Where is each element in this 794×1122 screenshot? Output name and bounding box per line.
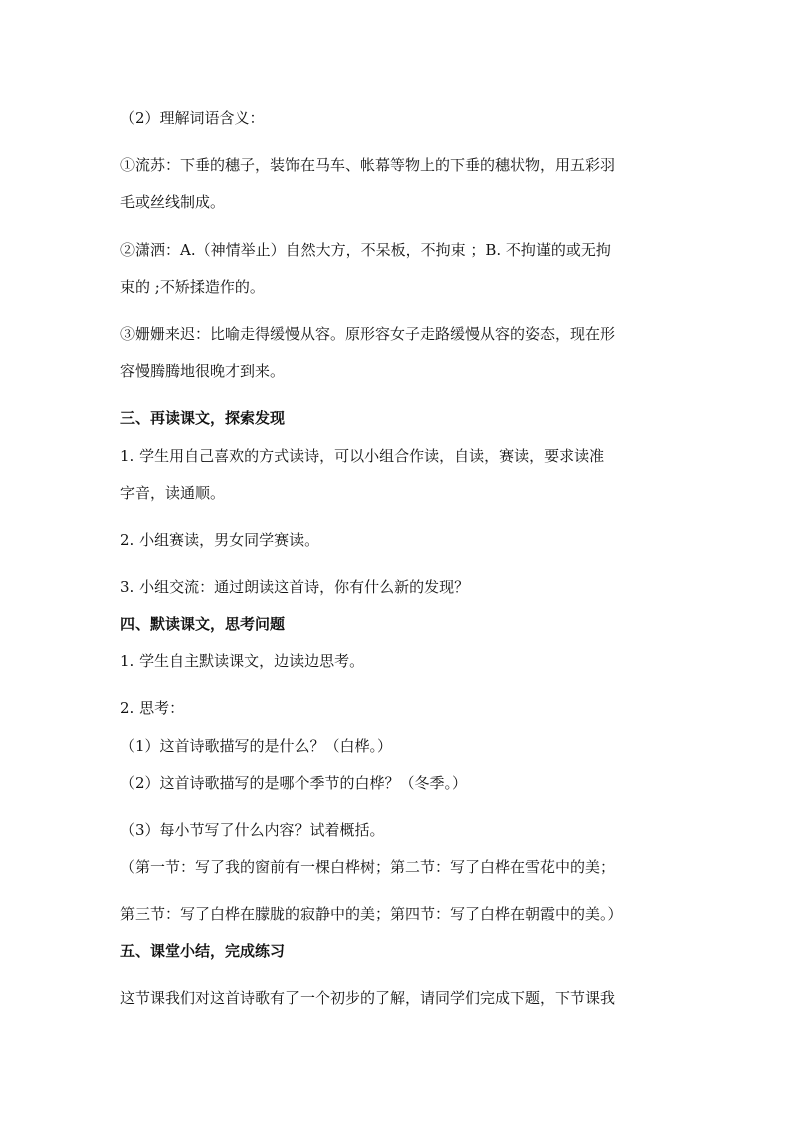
paragraph-line: 3. 小组交流：通过朗读这首诗，你有什么新的发现？	[120, 578, 470, 596]
paragraph-line: （第一节：写了我的窗前有一棵白桦树；第二节：写了白桦在雪花中的美；	[120, 858, 616, 876]
paragraph-line: 1. 学生自主默读课文，边读边思考。	[120, 652, 365, 670]
paragraph-line: 2. 小组赛读，男女同学赛读。	[120, 531, 320, 549]
paragraph-line: 容慢腾腾地很晚才到来。	[120, 362, 286, 380]
paragraph-line: ①流苏：下垂的穗子，装饰在马车、帐幕等物上的下垂的穗状物，用五彩羽	[120, 156, 616, 174]
paragraph-line: 束的 ;不矫揉造作的。	[120, 278, 265, 296]
paragraph-line: 第三节：写了白桦在朦胧的寂静中的美；第四节：写了白桦在朝霞中的美。）	[120, 905, 623, 923]
paragraph-line: 这节课我们对这首诗歌有了一个初步的了解，请同学们完成下题，下节课我	[120, 989, 616, 1007]
section-heading: 五、课堂小结，完成练习	[120, 942, 286, 960]
section-heading: 四、默读课文，思考问题	[120, 615, 286, 633]
paragraph-line: 字音，读通顺。	[120, 484, 226, 502]
paragraph-line: ②潇洒：A.（神情举止）自然大方，不呆板，不拘束 ；B. 不拘谨的或无拘	[120, 241, 611, 259]
paragraph-line: 2. 思考：	[120, 699, 185, 717]
paragraph-line: ③姗姗来迟：比喻走得缓慢从容。原形容女子走路缓慢从容的姿态，现在形	[120, 325, 616, 343]
section-heading: 三、再读课文，探索发现	[120, 409, 286, 427]
paragraph-line: （2）这首诗歌描写的是哪个季节的白桦？（冬季。）	[120, 774, 468, 792]
paragraph-line: （2）理解词语含义：	[120, 109, 265, 127]
paragraph-line: （3）每小节写了什么内容？试着概括。	[120, 821, 385, 839]
paragraph-line: 毛或丝线制成。	[120, 193, 226, 211]
paragraph-line: 1. 学生用自己喜欢的方式读诗，可以小组合作读，自读，赛读，要求读准	[120, 447, 605, 465]
paragraph-line: （1）这首诗歌描写的是什么？（白桦。）	[120, 737, 393, 755]
